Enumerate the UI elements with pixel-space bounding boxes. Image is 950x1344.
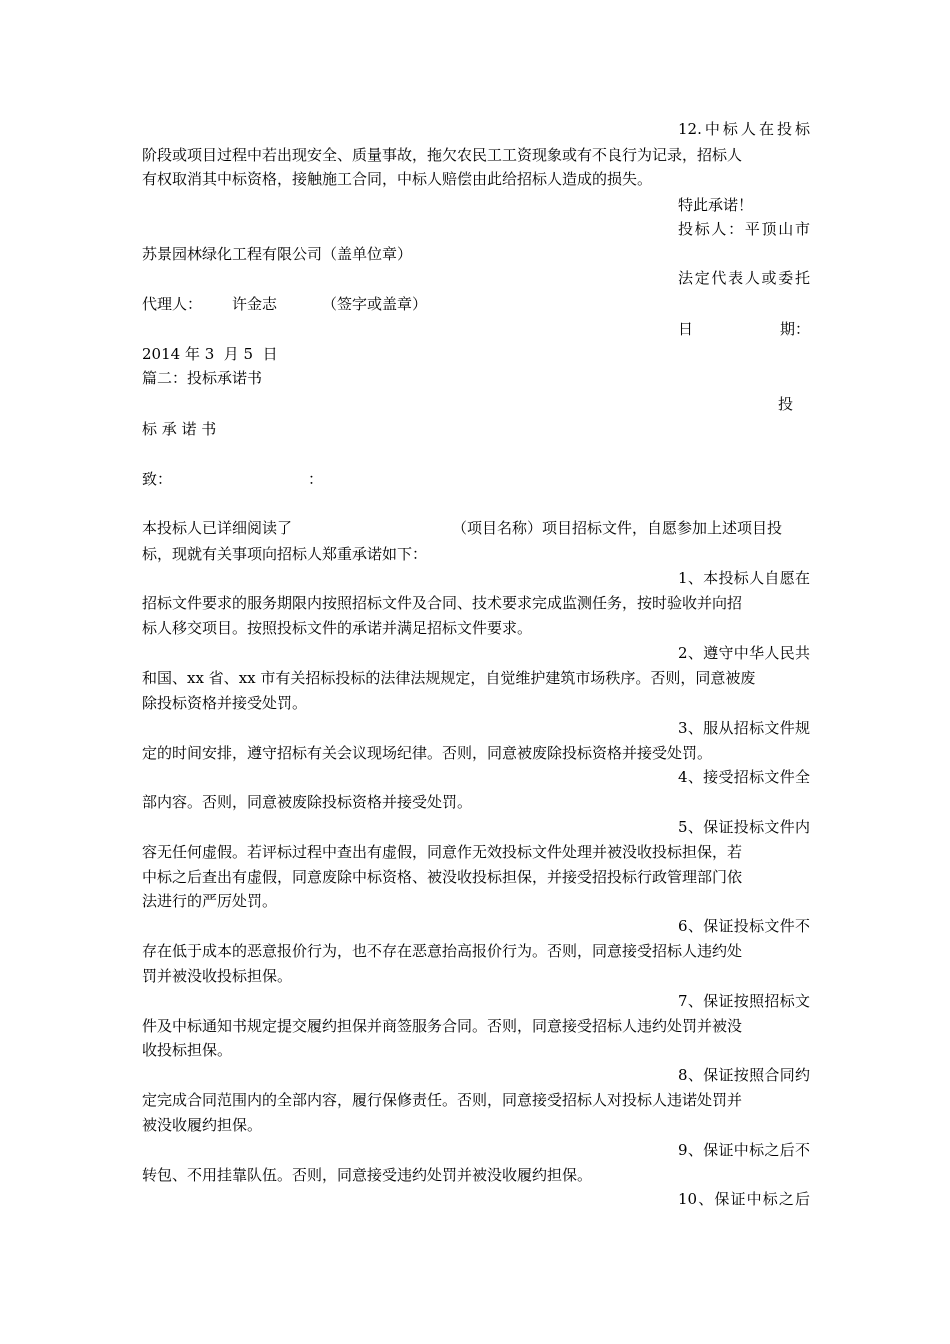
text-line: 标人移交项目。按照投标文件的承诺并满足招标文件要求。 xyxy=(142,619,533,637)
text-line: 投 xyxy=(778,395,794,413)
text-line: 特此承诺！ xyxy=(678,196,754,214)
text-line: 苏景园林绿化工程有限公司（盖单位章） xyxy=(142,245,413,263)
text-line: 收投标担保。 xyxy=(142,1041,233,1059)
text-line: 5、保证投标文件内 xyxy=(678,818,810,836)
text-line: 日 xyxy=(678,320,694,338)
text-line: 定完成合同范围内的全部内容，履行保修责任。否则，同意接受招标人对投标人违诺处罚并 xyxy=(142,1091,743,1109)
text-line: 阶段或项目过程中若出现安全、质量事故，拖欠农民工工资现象或有不良行为记录，招标人 xyxy=(142,146,743,164)
text-line: 7、保证按照招标文 xyxy=(678,992,810,1010)
text-line: 件及中标通知书规定提交履约担保并商签服务合同。否则，同意接受招标人违约处罚并被没 xyxy=(142,1017,743,1035)
text-line: 期： xyxy=(780,320,811,338)
text-line: （签字或盖章） xyxy=(322,295,428,313)
text-line: 标，现就有关事项向招标人郑重承诺如下： xyxy=(142,545,428,563)
text-line: 8、保证按照合同约 xyxy=(678,1066,810,1084)
signer-name: 许金志 xyxy=(232,295,278,313)
text-line: 1、本投标人自愿在 xyxy=(678,569,810,587)
text-line: ： xyxy=(308,470,324,488)
text-line: 被没收履约担保。 xyxy=(142,1116,263,1134)
text-line: 6、保证投标文件不 xyxy=(678,917,810,935)
text-line: 法进行的严厉处罚。 xyxy=(142,892,278,910)
text-line: 2、遵守中华人民共 xyxy=(678,644,810,662)
date-line: 2014 年 3 月 5 日 xyxy=(142,345,278,363)
text-line: （项目名称）项目招标文件，自愿参加上述项目投 xyxy=(452,519,783,537)
text-line: 有权取消其中标资格，接触施工合同，中标人赔偿由此给招标人造成的损失。 xyxy=(142,170,653,188)
text-line: 法定代表人或委托 xyxy=(678,269,810,287)
text-line: 10、保证中标之后 xyxy=(678,1190,810,1208)
text-line: 存在低于成本的恶意报价行为，也不存在恶意抬高报价行为。否则，同意接受招标人违约处 xyxy=(142,942,743,960)
text-line: 4、接受招标文件全 xyxy=(678,768,810,786)
text-line: 投标人：平顶山市 xyxy=(678,220,810,238)
text-line: 3、服从招标文件规 xyxy=(678,719,810,737)
document-title: 标 承 诺 书 xyxy=(142,420,217,438)
text-line: 本投标人已详细阅读了 xyxy=(142,519,293,537)
text-line: 9、保证中标之后不 xyxy=(678,1141,810,1159)
text-line: 部内容。否则，同意被废除投标资格并接受处罚。 xyxy=(142,793,473,811)
text-line: 致： xyxy=(142,470,173,488)
text-line: 转包、不用挂靠队伍。否则，同意接受违约处罚并被没收履约担保。 xyxy=(142,1166,593,1184)
text-line: 除投标资格并接受处罚。 xyxy=(142,694,308,712)
section-title: 篇二：投标承诺书 xyxy=(142,369,263,387)
text-line: 容无任何虚假。若评标过程中查出有虚假，同意作无效投标文件处理并被没收投标担保，若 xyxy=(142,843,743,861)
text-line: 中标之后查出有虚假，同意废除中标资格、被没收投标担保，并接受招投标行政管理部门依 xyxy=(142,868,743,886)
text-line: 罚并被没收投标担保。 xyxy=(142,967,293,985)
text-line: 招标文件要求的服务期限内按照招标文件及合同、技术要求完成监测任务，按时验收并向招 xyxy=(142,594,743,612)
text-line: 代理人： xyxy=(142,295,203,313)
text-line: 和国、xx 省、xx 市有关招标投标的法律法规规定，自觉维护建筑市场秩序。否则，同意被废 xyxy=(142,669,756,687)
text-line: 定的时间安排，遵守招标有关会议现场纪律。否则，同意被废除投标资格并接受处罚。 xyxy=(142,744,713,762)
text-line: 12.中标人在投标 xyxy=(678,120,810,138)
